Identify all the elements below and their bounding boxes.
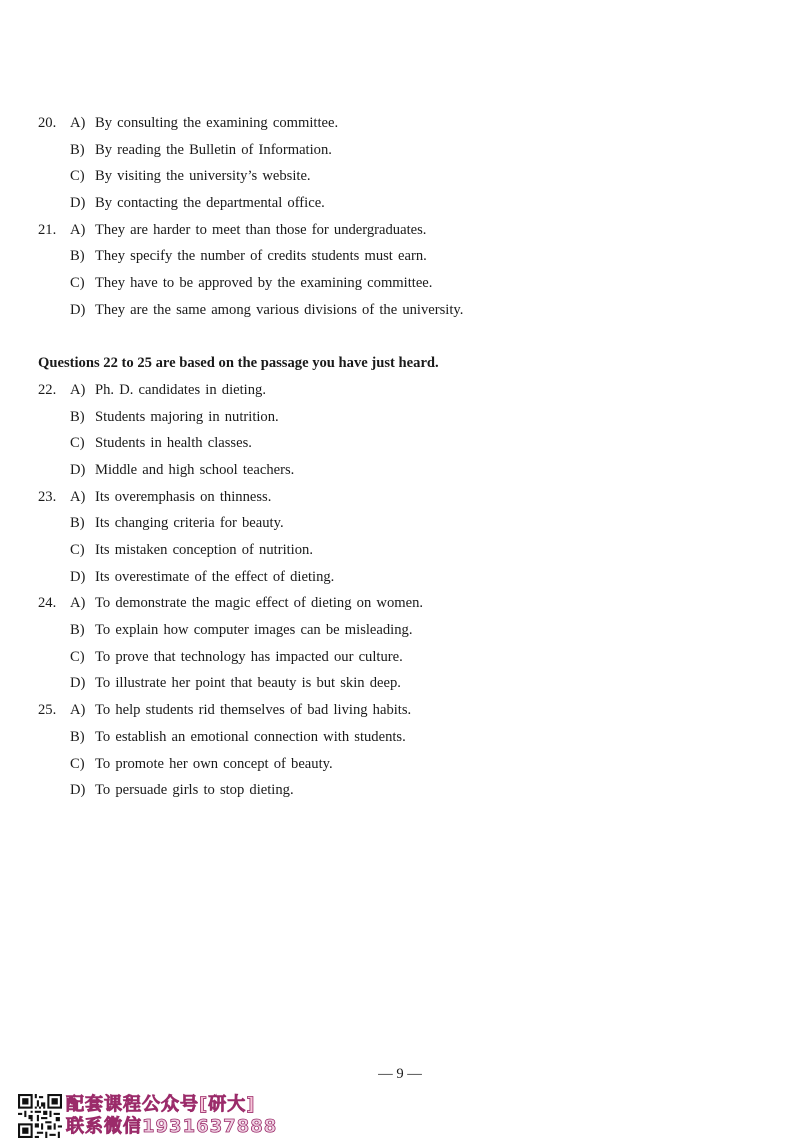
option-text: To prove that technology has impacted our culture.	[95, 648, 403, 665]
answer-option	[38, 644, 758, 671]
option-text: By contacting the departmental office.	[95, 195, 325, 212]
option-text: Its overemphasis on thinness.	[95, 488, 272, 505]
option-text: Its mistaken conception of nutrition.	[95, 542, 313, 558]
option-letter: B)	[70, 515, 85, 532]
question-number: 25.	[38, 702, 57, 719]
option-text: Middle and high school teachers.	[95, 461, 295, 478]
option-text: To demonstrate the magic effect of dieting on women.	[95, 595, 424, 612]
question-block	[38, 697, 758, 804]
option-text: To explain how computer images can be misleading.	[95, 622, 413, 639]
option-text: By visiting the university’s website.	[95, 168, 311, 185]
answer-option	[38, 270, 758, 297]
page-number: — 9 —	[378, 1066, 422, 1082]
answer-option	[38, 430, 758, 457]
option-letter: C)	[70, 168, 85, 185]
question-block	[38, 217, 758, 324]
answer-option	[38, 777, 758, 804]
option-letter: D)	[70, 195, 86, 212]
option-text: By reading the Bulletin of Information.	[95, 141, 332, 158]
qr-code-icon	[18, 1094, 62, 1138]
option-text: Its changing criteria for beauty.	[95, 515, 284, 532]
option-text: They specify the number of credits students must earn.	[95, 248, 427, 265]
answer-option	[38, 137, 758, 164]
question-block	[38, 377, 758, 484]
answer-option	[38, 617, 758, 644]
option-letter: D)	[70, 301, 86, 318]
option-letter: D)	[70, 782, 86, 799]
option-text: To promote her own concept of beauty.	[95, 755, 333, 772]
option-letter: A)	[70, 595, 86, 612]
answer-option	[38, 484, 758, 511]
option-letter: C)	[70, 755, 85, 772]
option-letter: D)	[70, 568, 86, 585]
watermark-line-1: 配套课程公众号[研大]	[66, 1094, 256, 1115]
option-text: Ph. D. candidates in dieting.	[95, 381, 266, 398]
section-heading: Questions 22 to 25 are based on the passage you have just heard.	[38, 355, 439, 372]
answer-option	[38, 510, 758, 537]
answer-option	[38, 404, 758, 431]
question-number: 24.	[38, 595, 57, 612]
answer-option	[38, 564, 758, 591]
answer-option	[38, 724, 758, 751]
option-text: By consulting the examining committee.	[95, 115, 339, 131]
option-letter: B)	[70, 141, 85, 158]
option-text: To illustrate her point that beauty is but skin deep.	[95, 675, 401, 692]
option-letter: A)	[70, 488, 86, 505]
option-letter: A)	[70, 702, 86, 719]
answer-option	[38, 537, 758, 564]
option-text: To establish an emotional connection with students.	[95, 728, 406, 745]
answer-option	[38, 110, 758, 137]
option-letter: B)	[70, 408, 85, 425]
question-block	[38, 110, 758, 217]
option-text: Its overestimate of the effect of dieting.	[95, 568, 335, 585]
option-letter: C)	[70, 542, 85, 558]
answer-option	[38, 697, 758, 724]
question-number: 23.	[38, 488, 57, 505]
option-letter: D)	[70, 461, 86, 478]
option-letter: D)	[70, 675, 86, 692]
answer-option	[38, 590, 758, 617]
option-letter: C)	[70, 435, 85, 452]
answer-option	[38, 751, 758, 778]
option-letter: B)	[70, 248, 85, 265]
watermark-line-2: 联系微信1931637888	[66, 1116, 278, 1137]
answer-option	[38, 243, 758, 270]
answer-option	[38, 670, 758, 697]
answer-option	[38, 163, 758, 190]
option-text: Students in health classes.	[95, 435, 252, 452]
answer-option	[38, 457, 758, 484]
option-letter: B)	[70, 728, 85, 745]
answer-option	[38, 297, 758, 324]
question-group-22-25	[38, 377, 758, 804]
option-letter: A)	[70, 115, 86, 131]
option-text: They have to be approved by the examining committee.	[95, 275, 433, 292]
option-letter: B)	[70, 622, 85, 639]
question-number: 20.	[38, 115, 57, 131]
question-list	[38, 110, 758, 804]
option-letter: A)	[70, 381, 86, 398]
answer-option	[38, 217, 758, 244]
option-text: To persuade girls to stop dieting.	[95, 782, 294, 799]
option-text: To help students rid themselves of bad living habits.	[95, 702, 412, 719]
option-letter: C)	[70, 275, 85, 292]
question-number: 22.	[38, 381, 57, 398]
option-text: Students majoring in nutrition.	[95, 408, 279, 425]
answer-option	[38, 190, 758, 217]
option-letter: A)	[70, 221, 86, 238]
question-group-20-21	[38, 110, 758, 324]
question-number: 21.	[38, 221, 57, 238]
option-text: They are harder to meet than those for undergraduates.	[95, 221, 427, 238]
question-block	[38, 590, 758, 697]
answer-option	[38, 377, 758, 404]
question-block	[38, 484, 758, 591]
option-letter: C)	[70, 648, 85, 665]
option-text: They are the same among various divisions of the university.	[95, 301, 464, 318]
